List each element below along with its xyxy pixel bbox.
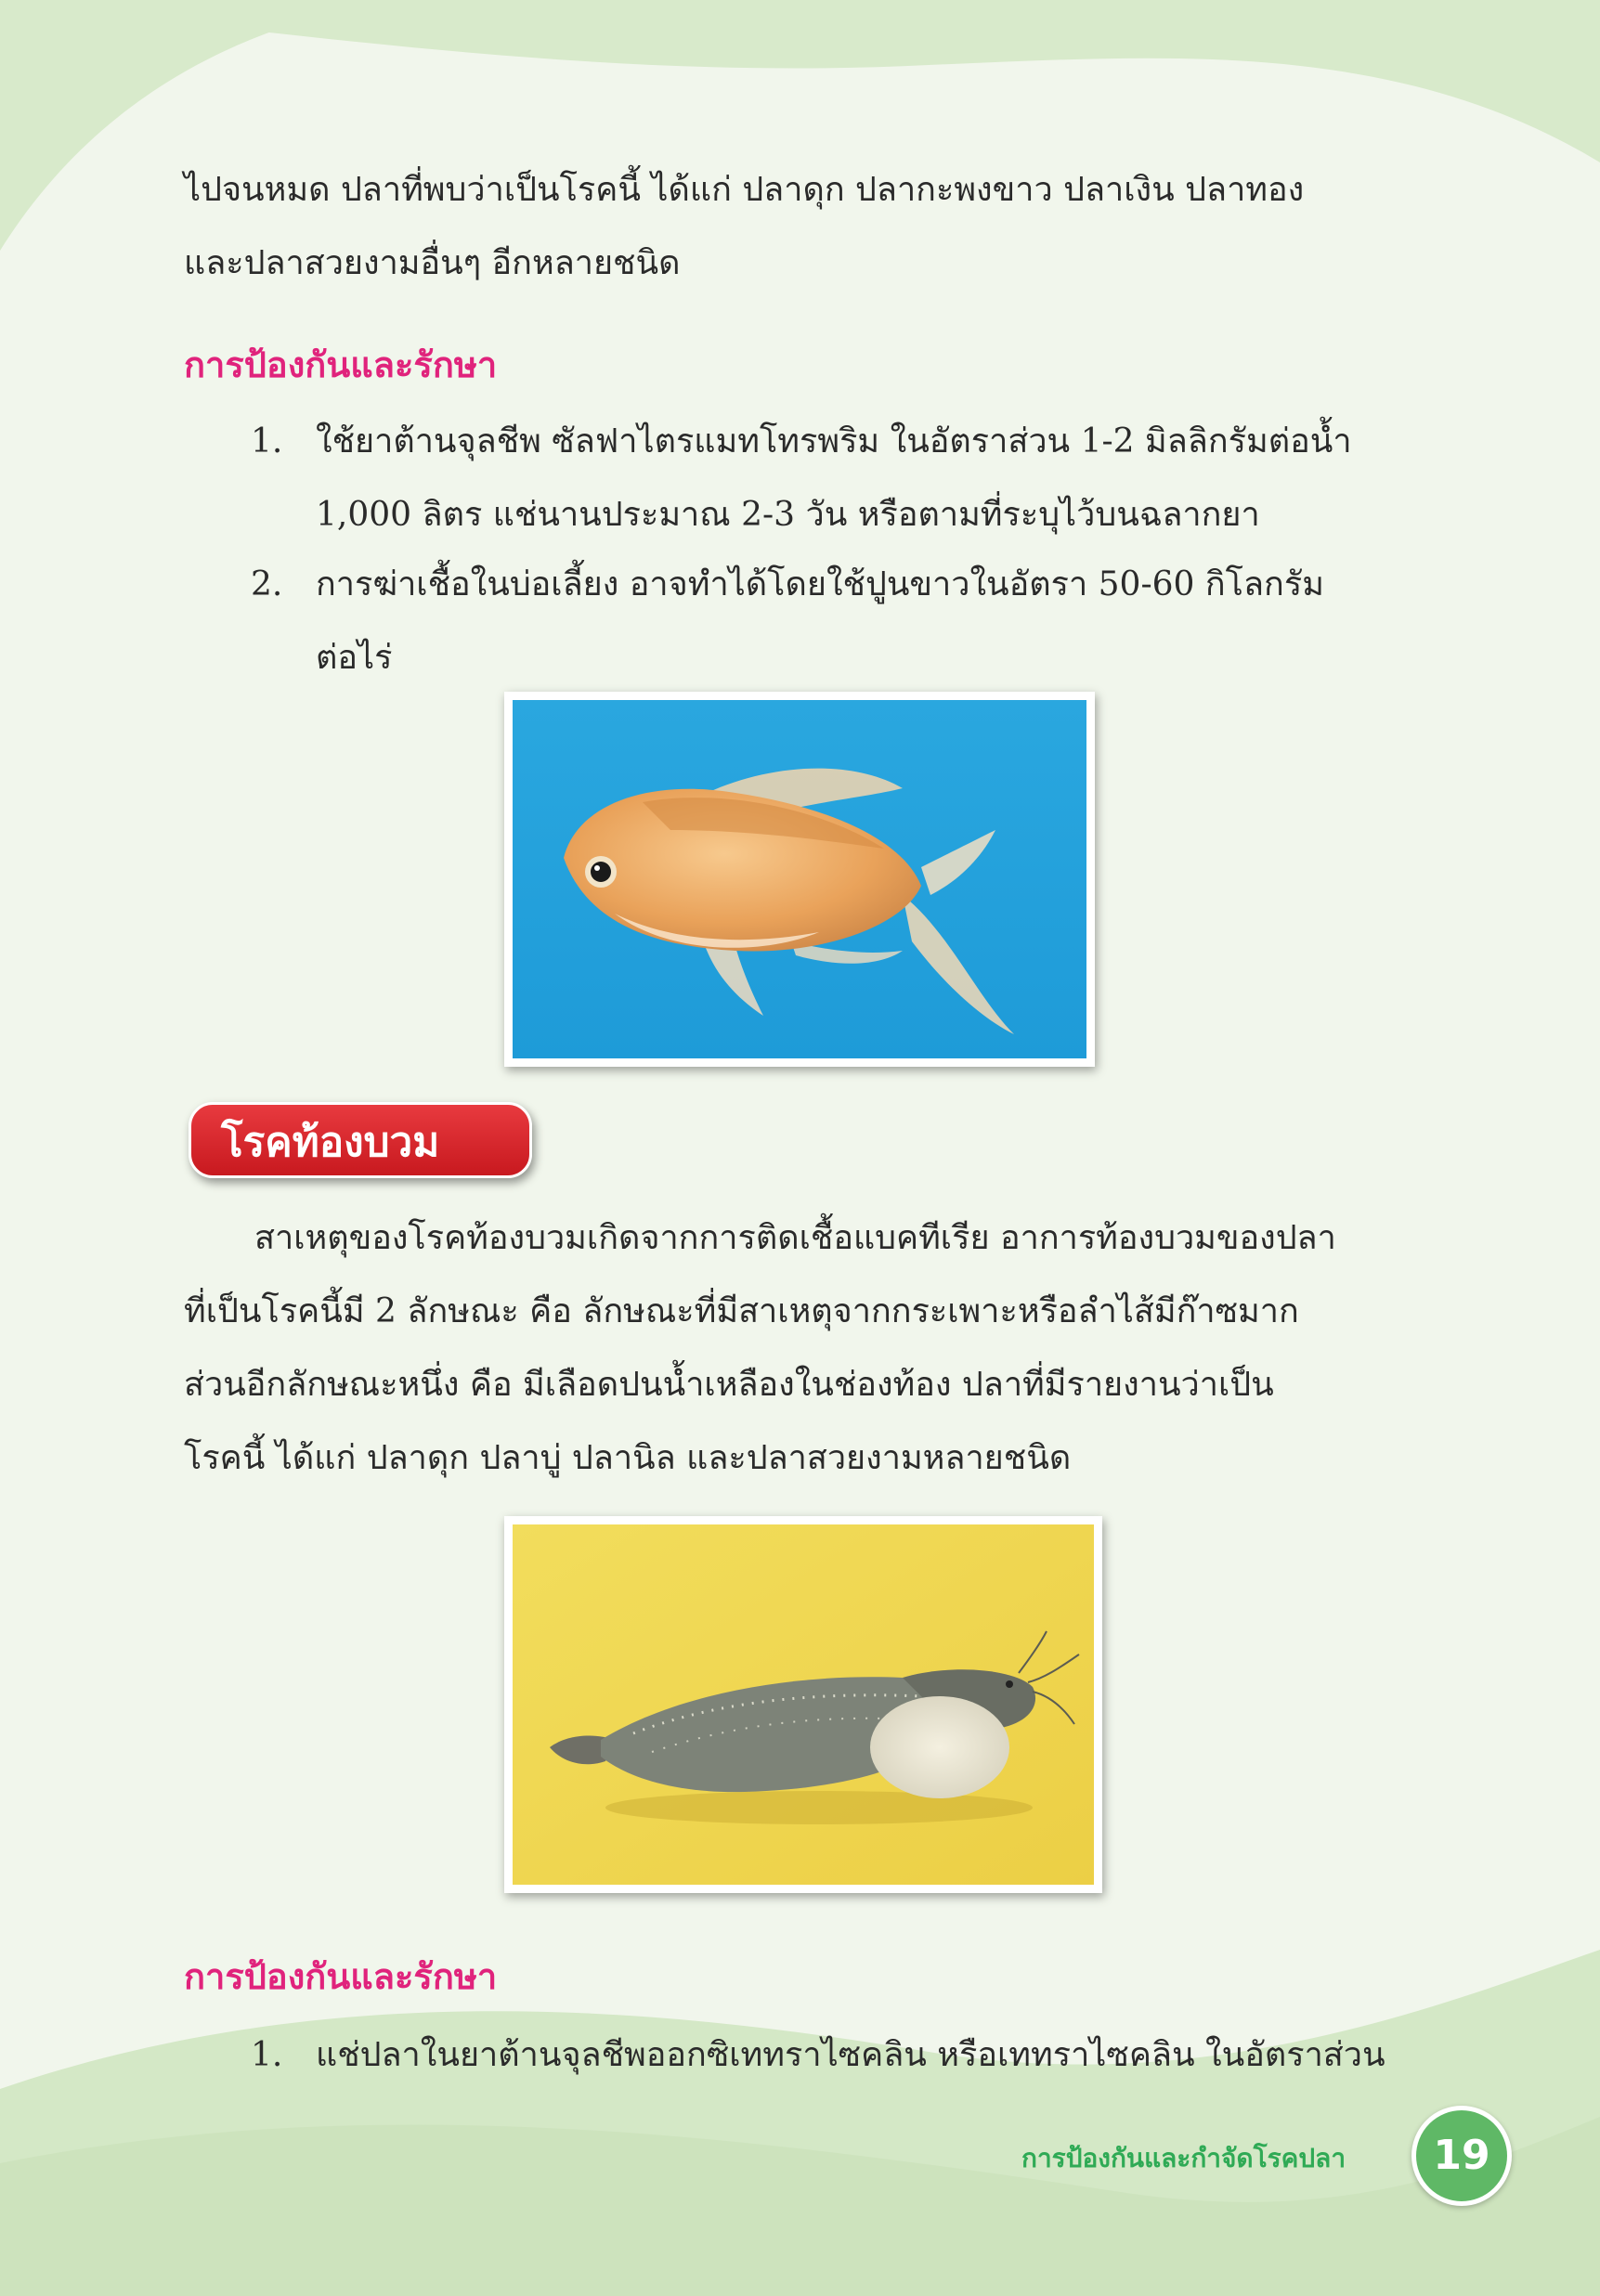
intro-line: ไปจนหมด ปลาที่พบว่าเป็นโรคนี้ ได้แก่ ปลาดุก ปลากะพงขาว ปลาเงิน ปลาทอง <box>184 171 1305 209</box>
intro-paragraph <box>184 153 1411 300</box>
disease-paragraph <box>184 1201 1411 1495</box>
list-item-line: การฆ่าเชื้อในบ่อเลี้ยง อาจทำได้โดยใช้ปูนขาวในอัตรา 50-60 กิโลกรัม <box>316 565 1324 603</box>
list-item-line: แช่ปลาในยาต้านจุลชีพออกซิเททราไซคลิน หรือเททราไซคลิน ในอัตราส่วน <box>316 2036 1385 2074</box>
list-number: 2. <box>251 565 283 603</box>
disease-title-banner: โรคท้องบวม <box>189 1102 532 1178</box>
section-heading: การป้องกันและรักษา <box>184 344 498 385</box>
list-item <box>251 548 1411 694</box>
disease-line: ที่เป็นโรคนี้มี 2 ลักษณะ คือ ลักษณะที่มีสาเหตุจากกระเพาะหรือลำไส้มีก๊าซมาก <box>184 1292 1299 1330</box>
disease-line: โรคนี้ ได้แก่ ปลาดุก ปลาบู่ ปลานิล และปลาสวยงามหลายชนิด <box>184 1439 1072 1477</box>
list-item-line: ใช้ยาต้านจุลชีพ ซัลฟาไตรแมทโทรพริม ในอัตราส่วน 1-2 มิลลิกรัมต่อน้ำ <box>316 422 1352 460</box>
disease-line: ส่วนอีกลักษณะหนึ่ง คือ มีเลือดปนน้ำเหลืองในช่องท้อง ปลาที่มีรายงานว่าเป็น <box>184 1366 1274 1404</box>
list-item-line: 1,000 ลิตร แช่นานประมาณ 2-3 วัน หรือตามที่ระบุไว้บนฉลากยา <box>316 496 1260 534</box>
goldfish-photo <box>504 692 1095 1067</box>
list-number: 1. <box>251 422 283 460</box>
page-number-badge: 19 <box>1411 2106 1512 2206</box>
list-item <box>251 2018 1411 2092</box>
list-item-line: ต่อไร่ <box>316 639 393 677</box>
list-number: 1. <box>251 2036 283 2074</box>
disease-line: สาเหตุของโรคท้องบวมเกิดจากการติดเชื้อแบคทีเรีย อาการท้องบวมของปลา <box>254 1219 1336 1257</box>
footer-book-title: การป้องกันและกำจัดโรคปลา <box>1021 2143 1346 2173</box>
intro-line: และปลาสวยงามอื่นๆ อีกหลายชนิด <box>184 244 681 282</box>
list-item <box>251 405 1411 551</box>
section-heading: การป้องกันและรักษา <box>184 1956 498 1997</box>
catfish-photo <box>504 1516 1102 1893</box>
